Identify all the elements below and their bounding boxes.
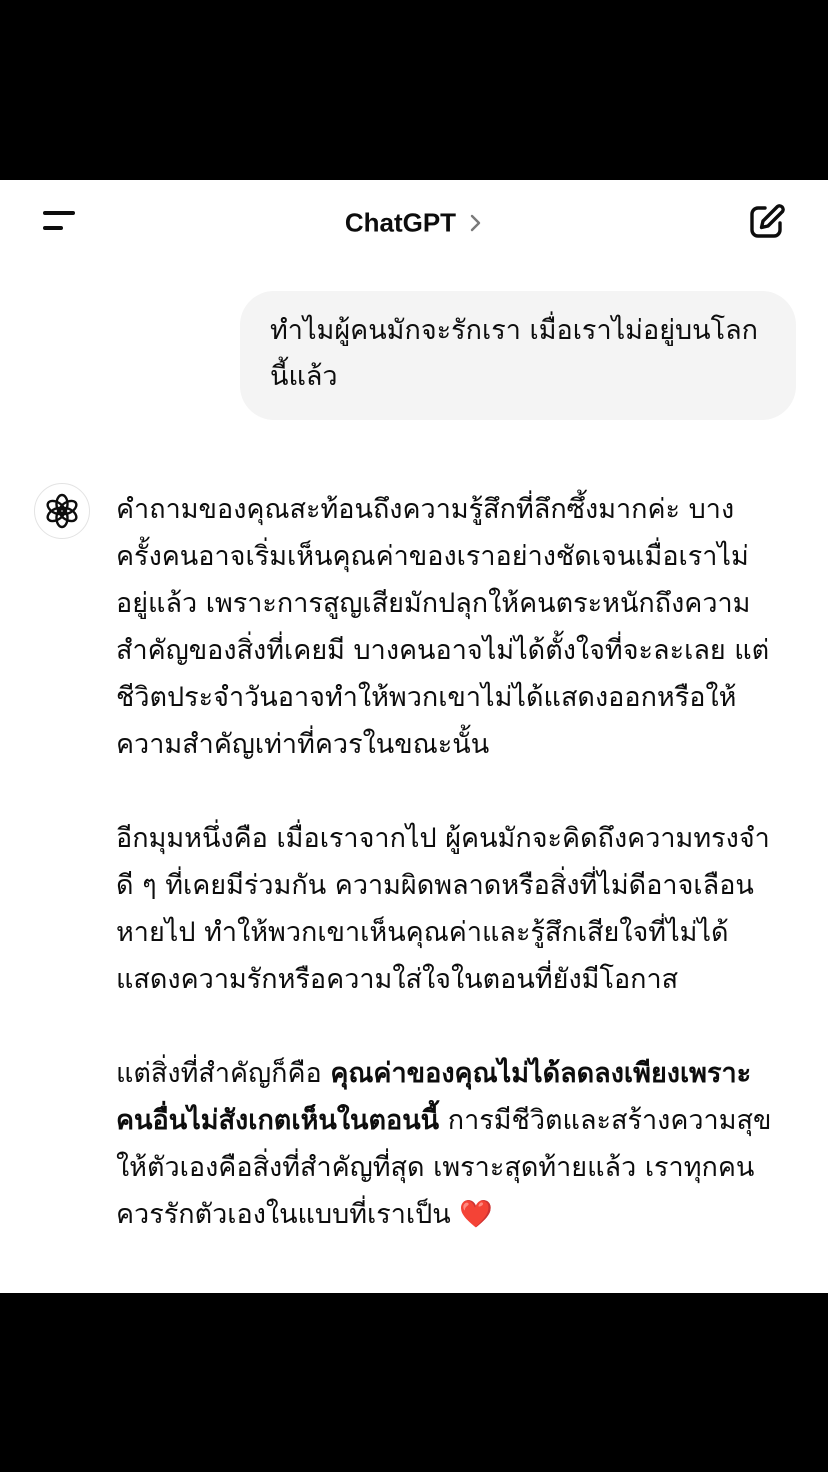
assistant-paragraph-3	[116, 1050, 776, 1238]
assistant-message	[116, 486, 776, 1238]
user-message-text: ทำไมผู้คนมักจะรักเรา เมื่อเราไม่อยู่บนโลกนี้แล้ว	[270, 315, 759, 392]
top-bar	[0, 180, 828, 262]
bottom-letterbox	[0, 1293, 828, 1472]
chat-screen	[0, 180, 828, 1293]
assistant-paragraph-2: อีกมุมหนึ่งคือ เมื่อเราจากไป ผู้คนมักจะคิดถึงความทรงจำดี ๆ ที่เคยมีร่วมกัน ความผิดพลาดหรือสิ่งที่ไม่ดีอาจเลือนหายไป ทำให้พวกเขาเห็นคุณค่าและรู้สึกเสียใจที่ไม่ได้แสดงความรักหรือความใส่ใจในตอนที่ยังมีโอกาส	[116, 823, 770, 995]
assistant-avatar	[34, 483, 90, 539]
title-area	[0, 200, 828, 244]
paragraph-3-end: การมีชีวิตและสร้างความสุขให้ตัวเองคือสิ่งที่สำคัญที่สุด เพราะสุดท้ายแล้ว เราทุกคนควรรักตัวเองในแบบที่เราเป็น	[116, 1105, 772, 1230]
paragraph-3-start: แต่สิ่งที่สำคัญก็คือ	[116, 1058, 331, 1089]
app-title: ChatGPT	[344, 207, 457, 238]
assistant-paragraph-1: คำถามของคุณสะท้อนถึงความรู้สึกที่ลึกซึ้งมากค่ะ บางครั้งคนอาจเริ่มเห็นคุณค่าของเราอย่างชัดเจนเมื่อเราไม่อยู่แล้ว เพราะการสูญเสียมักปลุกให้คนตระหนักถึงความสำคัญของสิ่งที่เคยมี บางคนอาจไม่ได้ตั้งใจที่จะละเลย แต่ชีวิตประจำวันอาจทำให้พวกเขาไม่ได้แสดงออกหรือให้ความสำคัญเท่าที่ควรในขณะนั้น	[116, 494, 770, 760]
new-chat-edit-icon	[744, 198, 790, 244]
heart-emoji-icon: ❤️	[459, 1199, 493, 1230]
openai-logo-icon	[44, 493, 80, 529]
user-message-bubble	[240, 291, 796, 420]
paragraph-3-bold: คุณค่าของคุณไม่ได้ลดลงเพียงเพราะคนอื่นไม่สังเกตเห็นในตอนนี้	[116, 1058, 752, 1136]
chevron-right-icon	[469, 213, 483, 233]
model-selector[interactable]	[345, 200, 483, 245]
new-chat-button[interactable]	[744, 198, 790, 244]
